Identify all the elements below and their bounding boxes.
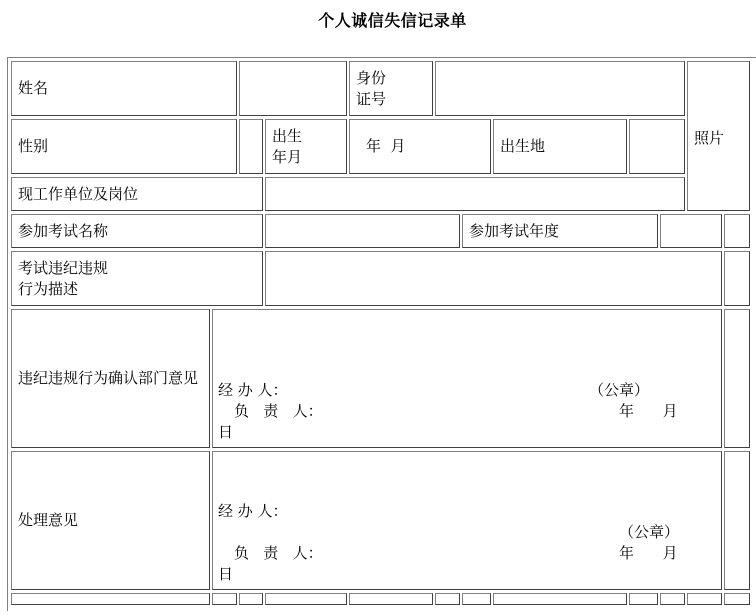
label-gender-text: 性别: [18, 137, 49, 155]
exam-year-field[interactable]: [660, 214, 722, 248]
label-name-text: 姓名: [18, 79, 49, 97]
spacer-cell: [629, 593, 658, 605]
label-id-number-line2: 证号: [356, 89, 387, 108]
page-title: 个人诚信失信记录单: [318, 11, 467, 30]
handling-extra-cell: [724, 451, 750, 590]
label-exam-name: [11, 214, 263, 248]
confirm-year-month-label: 年 月: [619, 402, 678, 420]
spacer-cell: [462, 593, 491, 605]
spacer-cell: [724, 593, 750, 605]
confirm-day-label: 日: [218, 423, 234, 441]
label-birthplace: [493, 119, 627, 174]
record-form-table: [7, 57, 756, 611]
label-id-number-line1: 身份: [356, 68, 387, 87]
label-violation-description: [11, 251, 263, 306]
violation-description-field[interactable]: [265, 251, 722, 306]
handling-opinion-field[interactable]: [212, 451, 722, 590]
handling-year-month-label: 年 月: [619, 544, 678, 562]
spacer-cell: [239, 593, 263, 605]
birthplace-field[interactable]: [629, 119, 685, 174]
work-unit-field[interactable]: [265, 177, 685, 211]
id-number-field[interactable]: [435, 61, 685, 116]
label-birth-line2: 年月: [272, 147, 303, 166]
label-exam-year: [462, 214, 658, 248]
spacer-cell: [349, 593, 433, 605]
spacer-cell: [11, 593, 210, 605]
confirm-handler-label: 经 办 人：: [218, 381, 288, 399]
handling-responsible-label: 负 责 人：: [234, 544, 323, 562]
gender-field[interactable]: [239, 119, 263, 174]
label-violation-line1: 考试违纪违规: [18, 258, 109, 277]
label-work-unit: [11, 177, 263, 211]
confirm-extra-cell: [724, 309, 750, 448]
label-violation-line2: 行为描述: [18, 279, 79, 298]
spacer-cell: [660, 593, 685, 605]
spacer-cell: [265, 593, 347, 605]
spacer-cell: [212, 593, 237, 605]
label-birthplace-text: 出生地: [500, 137, 546, 155]
violation-extra-cell: [724, 251, 750, 306]
label-birth-date: [265, 119, 347, 174]
spacer-cell: [493, 593, 627, 605]
confirm-responsible-label: 负 责 人：: [234, 402, 323, 420]
photo-box: [687, 61, 750, 211]
confirm-seal-label: （公章）: [589, 381, 650, 399]
label-exam-year-text: 参加考试年度: [469, 221, 560, 240]
label-name: [11, 61, 237, 116]
birth-date-placeholder: 年 月: [366, 137, 406, 155]
name-field[interactable]: [239, 61, 347, 116]
label-gender: [11, 119, 237, 174]
handling-handler-label: 经 办 人：: [218, 502, 288, 520]
label-handling-opinion-text: 处理意见: [18, 511, 79, 529]
spacer-cell: [687, 593, 722, 605]
handling-seal-label: （公章）: [619, 523, 680, 541]
spacer-cell: [435, 593, 460, 605]
label-confirm-opinion: [11, 309, 210, 448]
label-exam-name-text: 参加考试名称: [18, 221, 109, 240]
handling-day-label: 日: [218, 565, 234, 583]
exam-year-extra-cell: [724, 214, 750, 248]
confirm-opinion-field[interactable]: [212, 309, 722, 448]
photo-label: 照片: [694, 129, 725, 147]
label-id-number: [349, 61, 433, 116]
label-birth-line1: 出生: [272, 126, 303, 145]
exam-name-field[interactable]: [265, 214, 460, 248]
birth-date-field[interactable]: [349, 119, 491, 174]
label-work-unit-text: 现工作单位及岗位: [18, 184, 139, 203]
label-handling-opinion: [11, 451, 210, 590]
label-confirm-opinion-text: 违纪违规行为确认部门意见: [18, 369, 199, 387]
